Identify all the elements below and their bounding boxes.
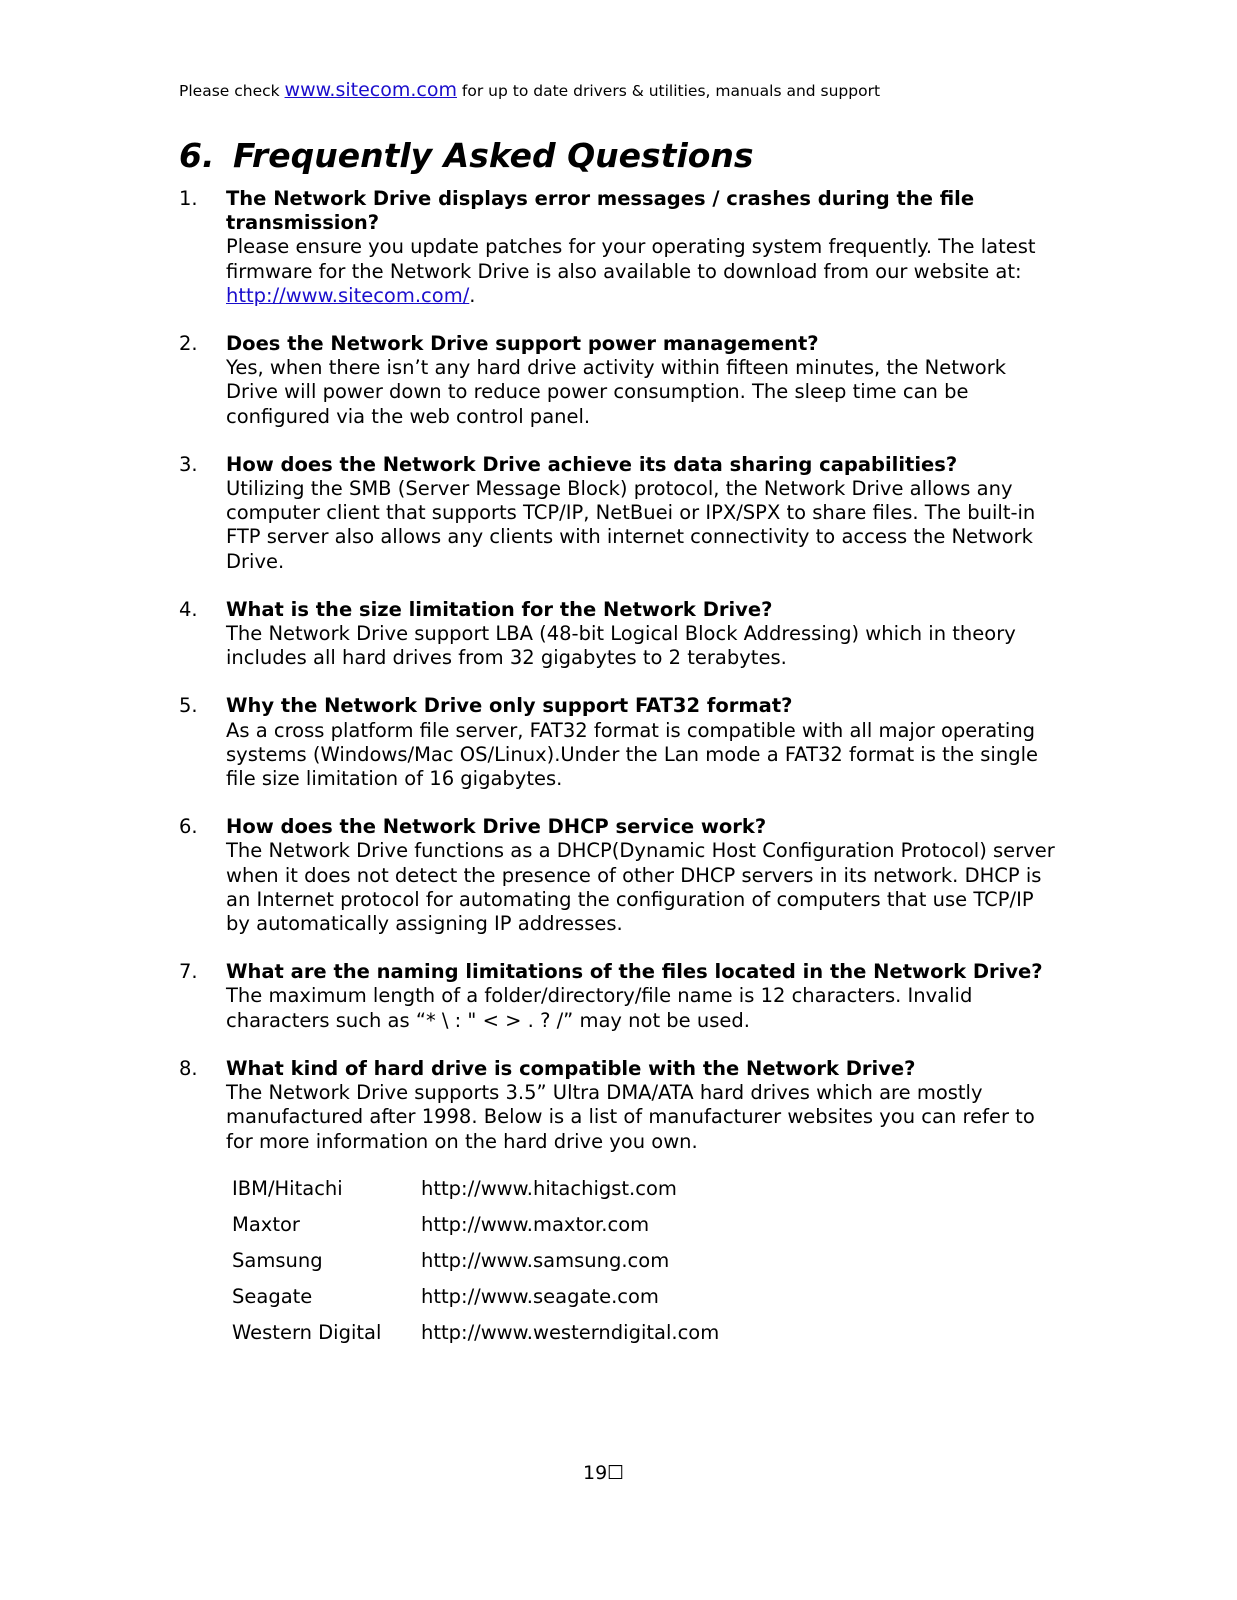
manufacturer-name: Seagate [232, 1284, 313, 1308]
faq-answer: The Network Drive supports 3.5” Ultra DMA/ATA hard drives which are mostly manufactured after 1998. Below is a list of manufacturer websites you can refer to for more information on the hard drive you own. [226, 1081, 1035, 1153]
table-row [226, 1171, 725, 1207]
faq-number: 7. [179, 960, 198, 984]
manufacturer-name: IBM/Hitachi [232, 1176, 343, 1200]
support-note-prefix: Please check [179, 82, 285, 100]
faq-question: How does the Network Drive DHCP service work? [226, 815, 767, 839]
faq-list [179, 187, 1059, 1375]
faq-question: Does the Network Drive support power management? [226, 332, 819, 356]
page-title [179, 134, 754, 178]
faq-answer-end: . [469, 283, 476, 307]
manufacturer-name: Samsung [232, 1248, 323, 1272]
manufacturer-name: Maxtor [232, 1212, 300, 1236]
section-number: 6. [179, 136, 215, 175]
faq-answer: Utilizing the SMB (Server Message Block) protocol, the Network Drive allows any computer client that supports TCP/IP, NetBuei or IPX/SPX to share files. The built-in FTP server also allows any clients with internet connectivity to access the Network Drive. [226, 477, 1036, 573]
faq-question: What is the size limitation for the Network Drive? [226, 597, 773, 621]
table-row [226, 1279, 725, 1315]
faq-question: Why the Network Drive only support FAT32 format? [226, 694, 793, 718]
section-title: Frequently Asked Questions [233, 136, 754, 175]
sitecom-url-link[interactable]: http://www.sitecom.com/ [226, 283, 470, 307]
manufacturer-url: http://www.samsung.com [421, 1248, 670, 1272]
faq-item-1 [179, 187, 1059, 308]
faq-number: 6. [179, 815, 198, 839]
faq-answer: The Network Drive functions as a DHCP(Dynamic Host Configuration Protocol) server when it does not detect the presence of other DHCP servers in its network. DHCP is an Internet protocol for automating the configuration of computers that use TCP/IP by automatically assigning IP addresses. [226, 839, 1055, 936]
faq-item-6 [179, 815, 1059, 936]
faq-answer [226, 235, 1059, 308]
faq-number: 2. [179, 332, 198, 356]
table-row [226, 1243, 725, 1279]
faq-item-5 [179, 694, 1059, 791]
support-note-suffix: for up to date drivers & utilities, manuals and support [456, 82, 881, 100]
faq-question: The Network Drive displays error messages / crashes during the file transmission? [226, 187, 975, 235]
table-row [226, 1207, 725, 1243]
faq-question: How does the Network Drive achieve its data sharing capabilities? [226, 452, 958, 476]
faq-number: 4. [179, 597, 198, 621]
manufacturer-url: http://www.hitachigst.com [421, 1176, 677, 1200]
faq-question: What kind of hard drive is compatible with the Network Drive? [226, 1056, 916, 1080]
faq-answer-text: Please ensure you update patches for your operating system frequently. The latest firmware for the Network Drive is also available to download from our website at: [226, 235, 1036, 283]
page-number: 19☐ [583, 1462, 625, 1484]
faq-item-7 [179, 960, 1059, 1033]
manufacturer-name: Western Digital [232, 1320, 382, 1344]
faq-answer: The maximum length of a folder/directory/file name is 12 characters. Invalid characters such as “* \ : " < > . ? /” may not be used. [226, 984, 973, 1032]
table-row [226, 1315, 725, 1351]
faq-number: 3. [179, 452, 198, 476]
faq-number: 1. [179, 187, 198, 210]
faq-answer: As a cross platform file server, FAT32 format is compatible with all major operating systems (Windows/Mac OS/Linux).Under the Lan mode a FAT32 format is the single file size limitation of 16 gigabytes. [226, 718, 1038, 791]
faq-item-3 [179, 453, 1059, 574]
faq-answer: The Network Drive support LBA (48-bit Logical Block Addressing) which in theory includes all hard drives from 32 gigabytes to 2 terabytes. [226, 622, 1016, 670]
manufacturer-url: http://www.seagate.com [421, 1284, 659, 1308]
support-note [179, 78, 880, 103]
faq-answer: Yes, when there isn’t any hard drive activity within fifteen minutes, the Network Drive will power down to reduce power consumption. The sleep time can be configured via the web control panel. [226, 356, 1007, 428]
faq-question: What are the naming limitations of the files located in the Network Drive? [226, 960, 1043, 984]
sitecom-link[interactable]: www.sitecom.com [284, 79, 457, 101]
manufacturer-url: http://www.westerndigital.com [421, 1320, 720, 1344]
faq-item-2 [179, 332, 1059, 429]
faq-item-8 [179, 1057, 1059, 1351]
manufacturer-url: http://www.maxtor.com [421, 1212, 650, 1236]
faq-item-4 [179, 598, 1059, 671]
faq-number: 8. [179, 1056, 198, 1080]
manufacturer-table [226, 1171, 725, 1351]
faq-number: 5. [179, 694, 198, 718]
